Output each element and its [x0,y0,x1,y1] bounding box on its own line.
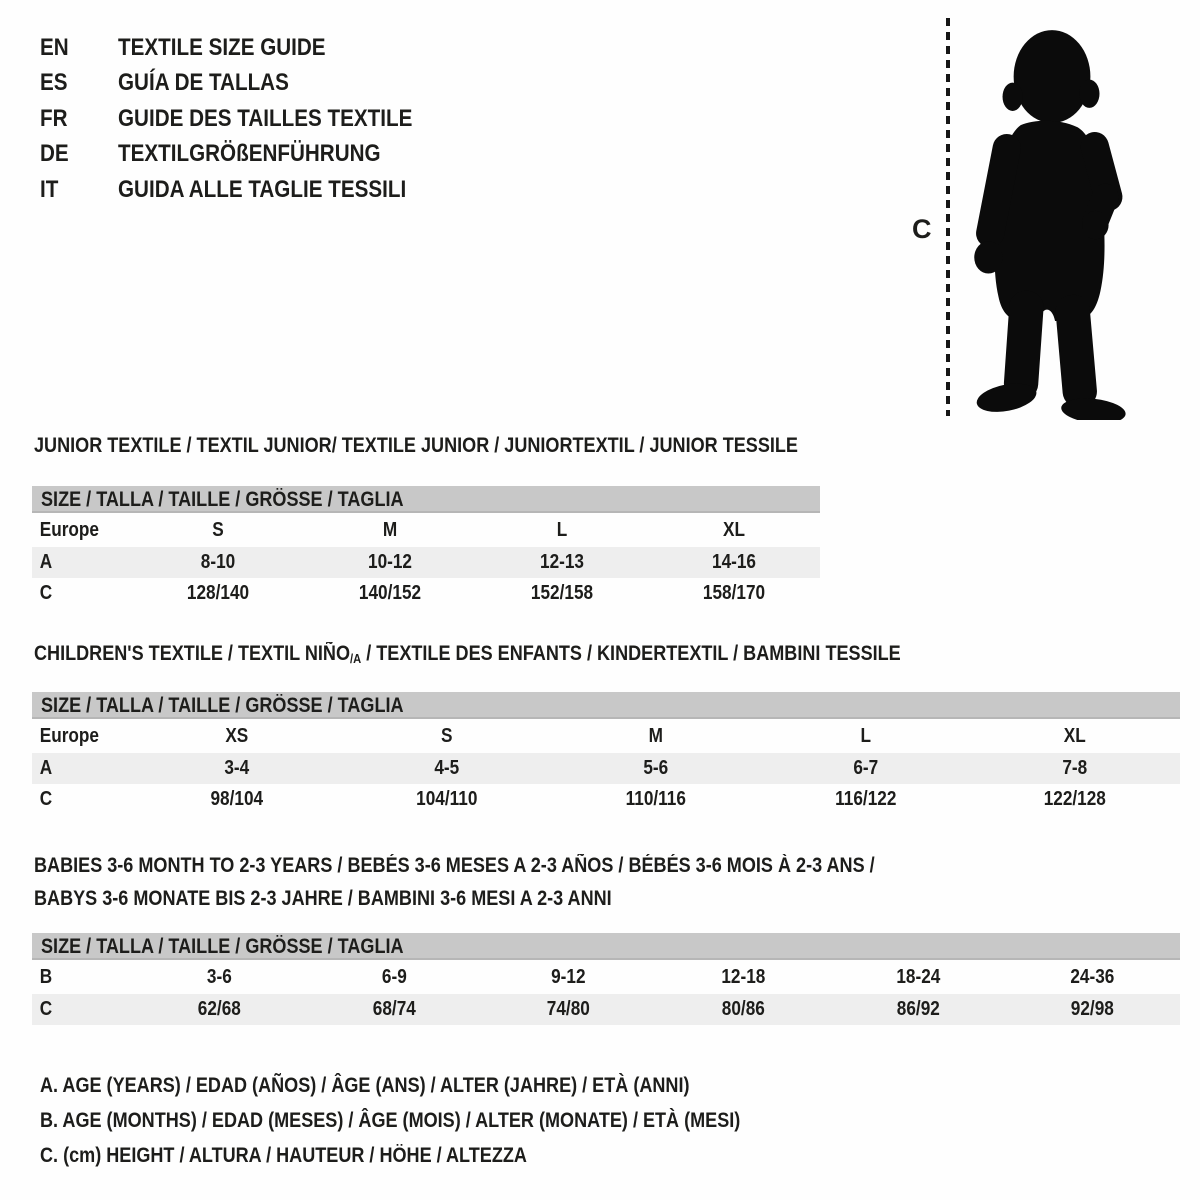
children-section-title [34,637,1042,675]
babies-section-title [34,849,1012,915]
lang-title: GUIDA ALLE TAGLIE TESSILI [118,175,407,203]
cell: 74/80 [547,998,591,1020]
cell: 7-8 [1062,757,1088,779]
cell: 6-7 [853,757,879,779]
cell: 3-4 [224,757,250,779]
cell: 140/152 [358,582,422,604]
height-measure-label: C [912,214,932,244]
junior-size-table [32,486,820,609]
lang-row-en [40,30,460,66]
size-table-header [32,486,820,513]
lang-row-de [40,137,460,173]
size-cell: XS [225,724,249,747]
size-cell: L [556,518,568,541]
legend-line-a [40,1068,854,1103]
size-cell: L [860,724,871,747]
lang-title: GUIDE DES TAILLES TEXTILE [118,104,413,132]
cell: 9-12 [551,965,586,988]
cell: 18-24 [896,965,941,988]
legend-line-c [40,1138,854,1173]
cell: 116/122 [834,788,897,810]
cell: 80/86 [721,998,765,1020]
cell: 62/68 [197,998,241,1020]
lang-title: TEXTILE SIZE GUIDE [118,33,326,61]
row-label: Europe [39,724,99,747]
cell: 92/98 [1071,998,1115,1020]
nino-a-subscript: /A [350,651,362,666]
lang-row-it [40,172,460,208]
row-label: Europe [39,518,99,541]
cell: 12-18 [721,965,766,988]
legend-text: A. AGE (YEARS) / EDAD (AÑOS) / ÂGE (ANS) / ALTER (JAHRE) / ETÀ (ANNI) [40,1073,690,1097]
cell: 3-6 [206,965,232,988]
table-row-age [32,547,820,578]
cell: 10-12 [368,551,412,573]
legend-text: B. AGE (MONTHS) / EDAD (MESES) / ÂGE (MOIS) / ALTER (MONATE) / ETÀ (MESI) [40,1108,741,1132]
table-row-height [32,994,1180,1025]
cell: 4-5 [433,757,459,779]
toddler-silhouette-icon [962,16,1138,420]
lang-code: EN [40,33,69,61]
row-label: B [39,965,53,988]
lang-code: FR [40,104,68,132]
language-title-list [40,30,460,208]
cell: 68/74 [372,998,416,1020]
lang-code: DE [40,140,69,168]
row-label: A [39,551,53,573]
lang-row-es [40,66,460,102]
measure-legend [40,1068,854,1173]
size-table-header [32,692,1180,719]
size-header-label: SIZE / TALLA / TAILLE / GRÖSSE / TAGLIA [41,693,404,717]
table-row-height [32,578,820,609]
table-row-months [32,960,1180,994]
height-dashed-line [946,18,950,416]
babies-title-line1: BABIES 3-6 MONTH TO 2-3 YEARS / BEBÉS 3-6 MESES A 2-3 AÑOS / BÉBÉS 3-6 MOIS À 2-3 ANS / [34,854,875,877]
row-label: A [39,757,53,779]
row-label: C [39,788,53,810]
table-row-europe [32,513,820,547]
size-cell: S [212,518,224,541]
cell: 8-10 [200,551,236,573]
lang-row-fr [40,101,460,137]
lang-title: GUÍA DE TALLAS [118,69,289,97]
size-cell: XL [1064,724,1087,747]
cell: 6-9 [381,965,407,988]
cell: 86/92 [896,998,940,1020]
cell: 98/104 [210,788,264,810]
row-label: C [39,582,53,604]
size-table-header [32,933,1180,960]
lang-code: IT [40,175,59,203]
children-size-table [32,692,1180,815]
junior-section-title [34,429,922,462]
cell: 110/116 [625,788,687,810]
table-row-europe [32,719,1180,753]
junior-section-title-text: JUNIOR TEXTILE / TEXTIL JUNIOR/ TEXTILE JUNIOR / JUNIORTEXTIL / JUNIOR TESSILE [34,434,798,457]
size-cell: M [382,518,398,541]
legend-line-b [40,1103,854,1138]
cell: 5-6 [643,757,669,779]
size-cell: M [648,724,664,747]
cell: 128/140 [186,582,250,604]
cell: 158/170 [702,582,766,604]
cell: 104/110 [415,788,478,810]
size-cell: S [440,724,453,747]
cell: 12-13 [540,551,584,573]
children-section-title-text: CHILDREN'S TEXTILE / TEXTIL $NIÑO_{/A}$ / TEXTILE DES ENFANTS / KINDERTEXTIL / BAMBINI TESSILE [34,642,901,666]
size-header-label: SIZE / TALLA / TAILLE / GRÖSSE / TAGLIA [41,934,404,958]
table-row-height [32,784,1180,815]
cell: 152/158 [530,582,594,604]
size-header-label: SIZE / TALLA / TAILLE / GRÖSSE / TAGLIA [41,487,404,511]
cell: 24-36 [1070,965,1115,988]
legend-text: C. (cm) HEIGHT / ALTURA / HAUTEUR / HÖHE / ALTEZZA [40,1143,527,1167]
cell: 14-16 [712,551,756,573]
lang-code: ES [40,69,68,97]
size-cell: XL [723,518,745,541]
lang-title: TEXTILGRÖßENFÜHRUNG [118,140,381,168]
babies-title-line2: BABYS 3-6 MONATE BIS 2-3 JAHRE / BAMBINI 3-6 MESI A 2-3 ANNI [34,887,612,910]
table-row-age [32,753,1180,784]
cell: 122/128 [1044,788,1107,810]
row-label: C [39,998,53,1020]
babies-size-table [32,933,1180,1025]
